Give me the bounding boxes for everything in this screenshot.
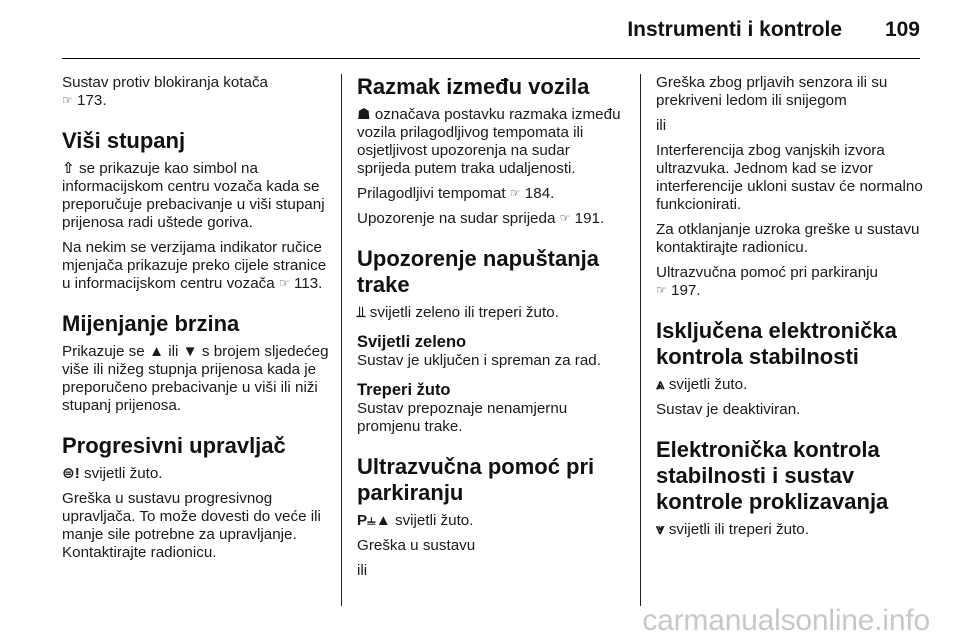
- section-heading-elektronicka-kontrola: Elektronička kontrola stabilnosti i sustav kontrole proklizavanja: [656, 437, 889, 514]
- paragraph: Greška u sustavu progresivnog upravljača. To može dovesti do veće ili manje sile potrebne za upravljanje. Kontaktirajte radionicu.: [62, 490, 321, 561]
- page-ref-icon: ☞: [62, 93, 73, 107]
- paragraph: Prilagodljivi tempomat ☞ 184.: [357, 185, 555, 202]
- section-heading-visi-stupanj: Viši stupanj: [62, 128, 186, 153]
- paragraph: ⊜! svijetli žuto.: [62, 465, 163, 482]
- paragraph: Upozorenje na sudar sprijeda ☞ 191.: [357, 210, 605, 227]
- page-title: Instrumenti i kontrole: [627, 18, 842, 41]
- page-ref-icon: ☞: [559, 211, 571, 225]
- arrow-down-icon: ▼: [182, 343, 198, 360]
- paragraph: ⫫ svijetli zeleno ili treperi žuto.: [357, 304, 559, 321]
- watermark: carmanualsonline.info: [642, 604, 930, 637]
- paragraph: ⩓ svijetli žuto.: [656, 376, 748, 393]
- column-divider: [341, 74, 342, 606]
- arrow-up-icon: ▲: [148, 343, 165, 360]
- vehicle-distance-icon: ☗: [357, 106, 371, 123]
- lane-departure-icon: ⫫: [357, 304, 366, 321]
- column-divider: [640, 74, 641, 606]
- page-ref-link[interactable]: 184.: [524, 185, 555, 202]
- page-header: [62, 0, 920, 59]
- section-heading-razmak: Razmak između vozila: [357, 74, 590, 99]
- page-ref-icon: ☞: [278, 276, 290, 290]
- page-ref-icon: ☞: [509, 186, 521, 200]
- paragraph: ili: [656, 117, 667, 134]
- paragraph: Za otklanjanje uzroka greške u sustavu kontaktirajte radionicu.: [656, 221, 920, 256]
- upshift-icon: ⇧: [62, 160, 75, 177]
- paragraph: Greška u sustavu: [357, 537, 476, 554]
- subheading-svijetli-zeleno: Svijetli zeleno: [357, 333, 467, 351]
- column-3: [656, 74, 926, 546]
- paragraph: ⇧ se prikazuje kao simbol na informacijskom centru vozača kada se preporučuje prebacivanje u viši stupanj prijenosa radi uštede goriva.: [62, 160, 325, 231]
- paragraph: ili: [357, 562, 368, 579]
- column-2: [357, 74, 627, 587]
- section-heading-mijenjanje-brzina: Mijenjanje brzina: [62, 311, 240, 336]
- steering-warning-icon: ⊜!: [62, 465, 80, 482]
- paragraph: Sustav je deaktiviran.: [656, 401, 801, 418]
- esc-icon: ⩔: [656, 521, 665, 538]
- section-heading-parkiranje: Ultrazvučna pomoć pri parkiranju: [357, 454, 595, 505]
- paragraph: Sustav je uključen i spreman za rad.: [357, 352, 601, 369]
- esc-off-icon: ⩓: [656, 376, 665, 393]
- parking-assist-icon: P⫨▲: [357, 512, 391, 529]
- column-1: [62, 74, 330, 569]
- paragraph: Sustav prepoznaje nenamjernu promjenu trake.: [357, 400, 568, 435]
- paragraph: ☗ označava postavku razmaka između vozila prilagodljivog tempomata ili osjetljivost upozorenja na sudar sprijeda putem traka udaljenosti.: [357, 106, 621, 177]
- section-heading-progresivni-upravljac: Progresivni upravljač: [62, 433, 286, 458]
- paragraph: P⫨▲ svijetli žuto.: [357, 512, 474, 529]
- paragraph: ⩔ svijetli ili treperi žuto.: [656, 521, 809, 538]
- paragraph: Na nekim se verzijama indikator ručice mjenjača prikazuje preko cijele stranice u informacijskom centru vozača ☞ 113.: [62, 239, 327, 292]
- page-ref-link[interactable]: 191.: [574, 210, 605, 227]
- paragraph: Ultrazvučna pomoć pri parkiranju ☞ 197.: [656, 264, 878, 299]
- paragraph: Greška zbog prljavih senzora ili su prekriveni ledom ili snijegom: [656, 74, 888, 109]
- subheading-treperi-zuto: Treperi žuto: [357, 381, 451, 399]
- section-heading-upozorenje-trake: Upozorenje napuštanja trake: [357, 246, 600, 297]
- page-ref-link[interactable]: 197.: [671, 282, 701, 299]
- page-ref-link[interactable]: 173.: [77, 92, 107, 109]
- paragraph: Prikazuje se ▲ ili ▼ s brojem sljedećeg više ili nižeg stupnja prijenosa kada je preporučeno prebacivanje u viši ili niži stupanj prijenosa.: [62, 343, 329, 414]
- intro-paragraph: Sustav protiv blokiranja kotača ☞ 173.: [62, 74, 268, 109]
- page-number: 109: [884, 18, 920, 41]
- page-ref-icon: ☞: [656, 283, 667, 297]
- section-heading-iskljucena-kontrola: Isključena elektronička kontrola stabilnosti: [656, 318, 897, 369]
- page-ref-link[interactable]: 113.: [293, 275, 323, 292]
- paragraph: Interferencija zbog vanjskih izvora ultrazvuka. Jednom kad se izvor interferencije ukloni sustav će normalno funkcionirati.: [656, 142, 923, 213]
